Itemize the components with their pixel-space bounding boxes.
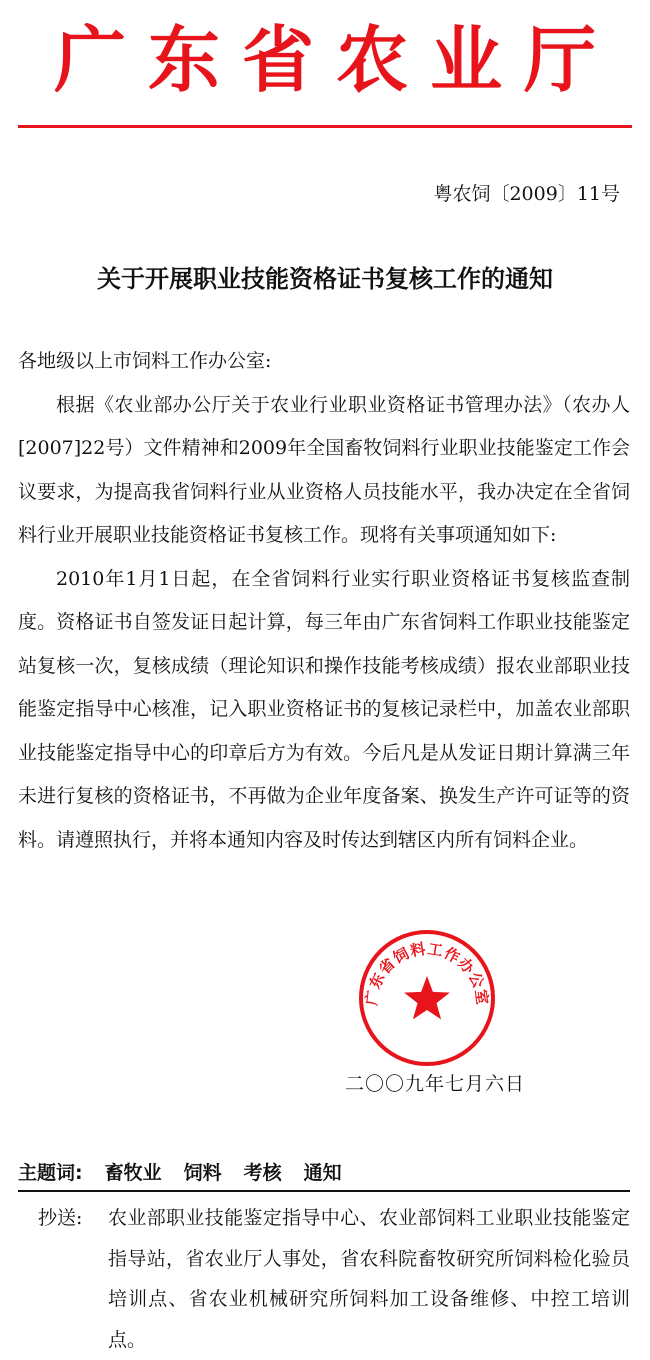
subject-keyword: 饲料 — [183, 1162, 222, 1184]
document-title: 关于开展职业技能资格证书复核工作的通知 — [97, 265, 553, 293]
addressee: 各地级以上市饲料工作办公室: — [18, 350, 272, 372]
subject-divider — [18, 1190, 630, 1192]
official-seal-icon — [357, 928, 497, 1068]
subject-keywords — [18, 1158, 630, 1188]
subject-keyword: 通知 — [303, 1162, 342, 1184]
subject-label: 主题词: — [18, 1162, 83, 1184]
cc-label: 抄送: — [38, 1207, 83, 1229]
body-paragraph-2: 2010年1月1日起，在全省饲料行业实行职业资格证书复核监查制度。资格证书自签发证日起计算，每三年由广东省饲料工作职业技能鉴定站复核一次，复核成绩（理论知识和操作技能考核成绩）报农业部职业技能鉴定指导中心核准，记入职业资格证书的复核记录栏中，加盖农业部职业技能鉴定指导中心的印章后方为有效。今后凡是从发证日期计算满三年未进行复核的资格证书，不再做为企业年度备案、换发生产许可证等的资料。请遵照执行，并将本通知内容及时传达到辖区内所有饲料企业。 — [18, 567, 630, 851]
subject-keyword: 考核 — [243, 1162, 282, 1184]
letterhead-divider — [18, 125, 632, 128]
document-number: 粤农饲〔2009〕11号 — [433, 183, 620, 205]
body-paragraph-1: 根据《农业部办公厅关于农业行业职业资格证书管理办法》（农办人[2007]22号）文件精神和2009年全国畜牧饲料行业职业技能鉴定工作会议要求，为提高我省饲料行业从业资格人员技能水平，我办决定在全省饲料行业开展职业技能资格证书复核工作。现将有关事项通知如下: — [18, 393, 630, 546]
document-body — [18, 340, 630, 862]
issue-date: 二〇〇九年七月六日 — [345, 1073, 526, 1095]
seal-text: 广东省饲料工作办公室 — [362, 939, 492, 1007]
cc-section — [30, 1198, 630, 1360]
cc-recipients: 农业部职业技能鉴定指导中心、农业部饲料工业职业技能鉴定指导站，省农业厅人事处，省农科院畜牧研究所饲料检化验员培训点、省农业机械研究所饲料加工设备维修、中控工培训点。 — [108, 1207, 630, 1351]
subject-keyword: 畜牧业 — [104, 1162, 162, 1184]
letterhead-title: 广东省农业厅 — [53, 17, 618, 102]
